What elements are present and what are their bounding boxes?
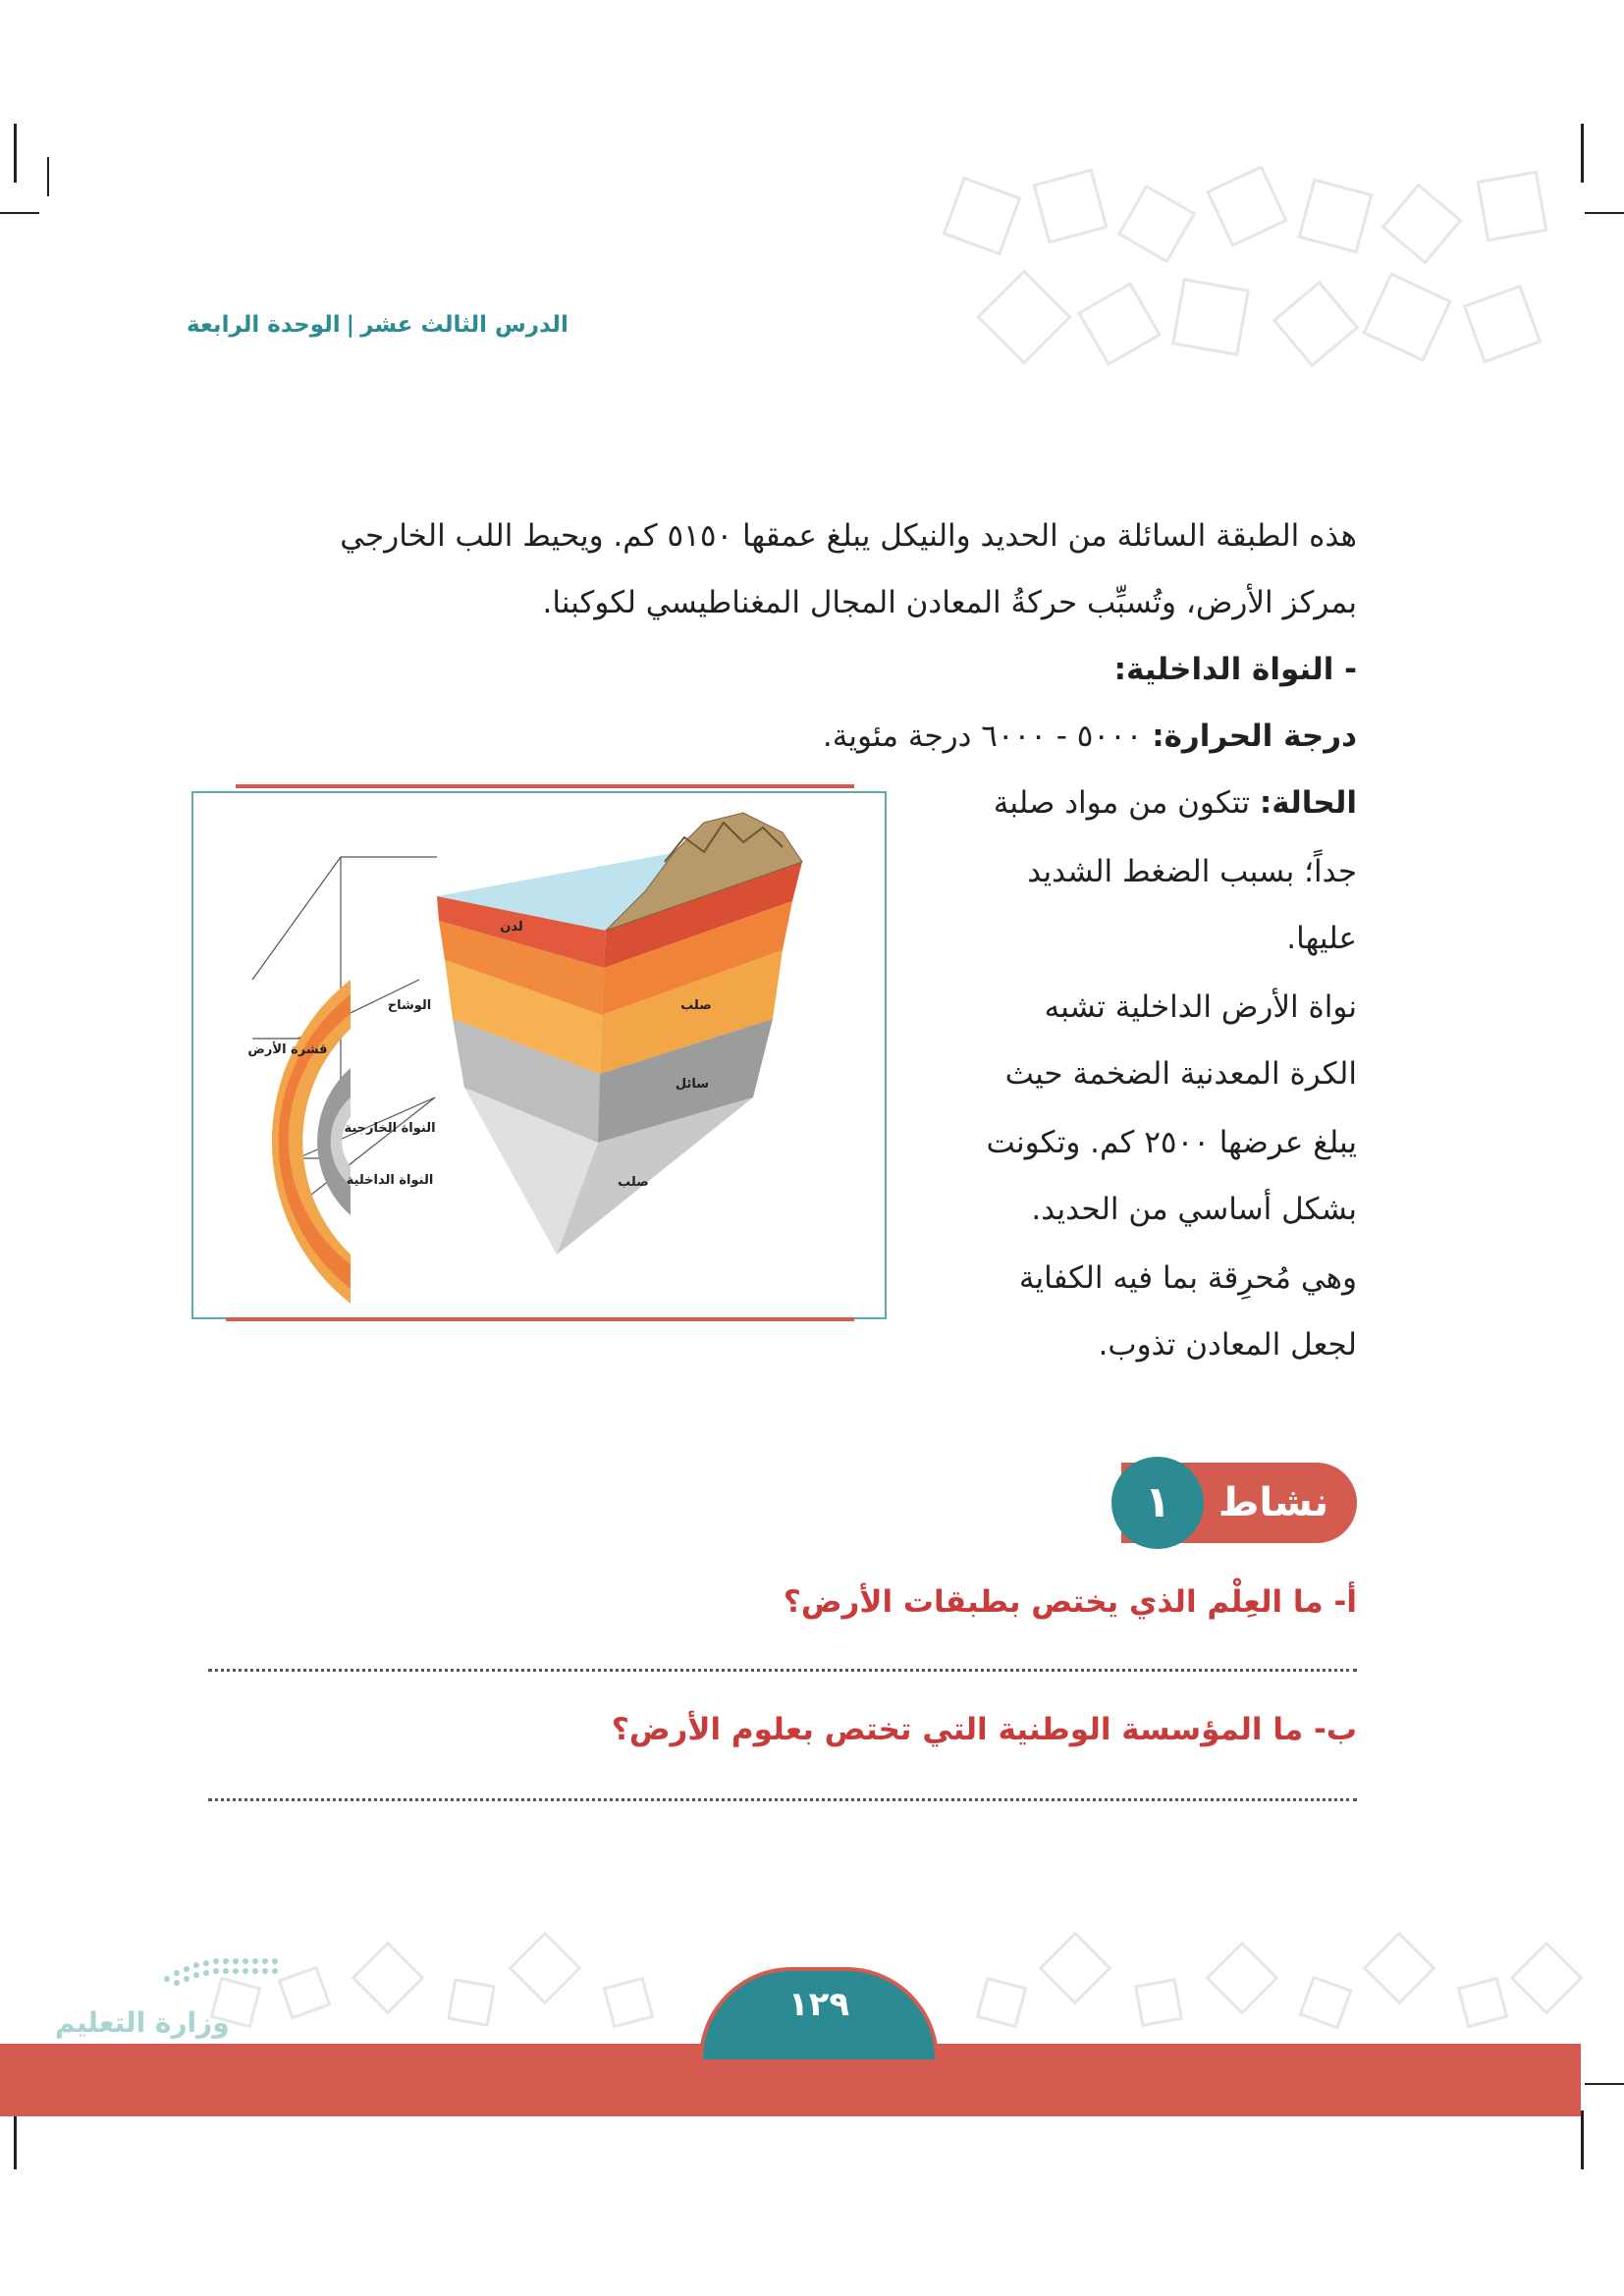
label-solid-upper: صلب [680,998,712,1013]
crop-mark [14,124,17,183]
temperature-label: درجة الحرارة: [1152,719,1357,754]
crop-mark [14,2110,17,2169]
header-divider: | [346,312,355,338]
lesson-label: الدرس الثالث عشر [360,312,568,338]
page-header [187,312,579,338]
paragraph-line: عليها. [1286,921,1357,956]
paragraph-line: جداً؛ بسبب الضغط الشديد [1027,854,1357,889]
paragraph-line: وهي مُحرِقة بما فيه الكفاية [1018,1260,1357,1296]
answer-line-b[interactable] [208,1798,1357,1801]
figure-bottom-rule [226,1317,854,1321]
decorative-pattern [933,167,1561,422]
ministry-logo-text: وزارة التعليم [55,2006,230,2039]
paragraph-line: بمركز الأرض، وتُسبِّب حركةُ المعادن المجال المغناطيسي لكوكبنا. [542,585,1357,620]
label-crust: قشرة الأرض [247,1042,328,1057]
ministry-logo-icon [147,1940,304,1999]
crop-mark [1585,212,1624,214]
label-mantle: الوشاح [387,998,432,1013]
label-liquid: سائل [675,1077,710,1092]
label-solid-lower: صلب [618,1175,649,1190]
label-soft: لدن [500,920,523,934]
paragraph-line: نواة الأرض الداخلية تشبه [1044,989,1357,1025]
crop-mark [47,157,49,196]
state-text: تتكون من مواد صلبة [993,785,1251,821]
temperature-line [187,719,1357,755]
crop-mark [1581,124,1584,183]
question-b: ب- ما المؤسسة الوطنية التي تختص بعلوم الأرض؟ [611,1712,1357,1747]
state-label: الحالة: [1259,785,1357,821]
earth-layers-diagram [193,793,885,1317]
inner-core-heading: - النواة الداخلية: [1113,652,1357,687]
question-a: أ- ما العِلْم الذي يختص بطبقات الأرض؟ [783,1584,1357,1620]
label-inner-core: النواة الداخلية [346,1173,434,1188]
page-number: ١٢٩ [787,1985,850,2024]
activity-label: نشاط [1218,1480,1329,1525]
crop-mark [1585,2083,1624,2085]
label-outer-core: النواة الخارجية [344,1121,436,1136]
paragraph-line: هذه الطبقة السائلة من الحديد والنيكل يبلغ عمقها ٥١٥٠ كم. ويحيط اللب الخارجي [340,518,1357,554]
paragraph-line: لجعل المعادن تذوب. [1098,1327,1357,1362]
paragraph-line: بشكل أساسي من الحديد. [1031,1192,1357,1227]
activity-number: ١ [1111,1457,1204,1549]
crop-mark [1581,2110,1584,2169]
answer-line-a[interactable] [208,1669,1357,1672]
figure-top-rule [236,784,854,788]
crop-mark [0,212,39,214]
paragraph-line: يبلغ عرضها ٢٥٠٠ كم. وتكونت [986,1125,1357,1160]
paragraph-line: الكرة المعدنية الضخمة حيث [1004,1056,1357,1092]
earth-layers-figure [191,791,887,1319]
state-line [933,785,1357,822]
temperature-value: ٥٠٠٠ - ٦٠٠٠ درجة مئوية. [822,719,1143,754]
unit-label: الوحدة الرابعة [187,312,341,338]
